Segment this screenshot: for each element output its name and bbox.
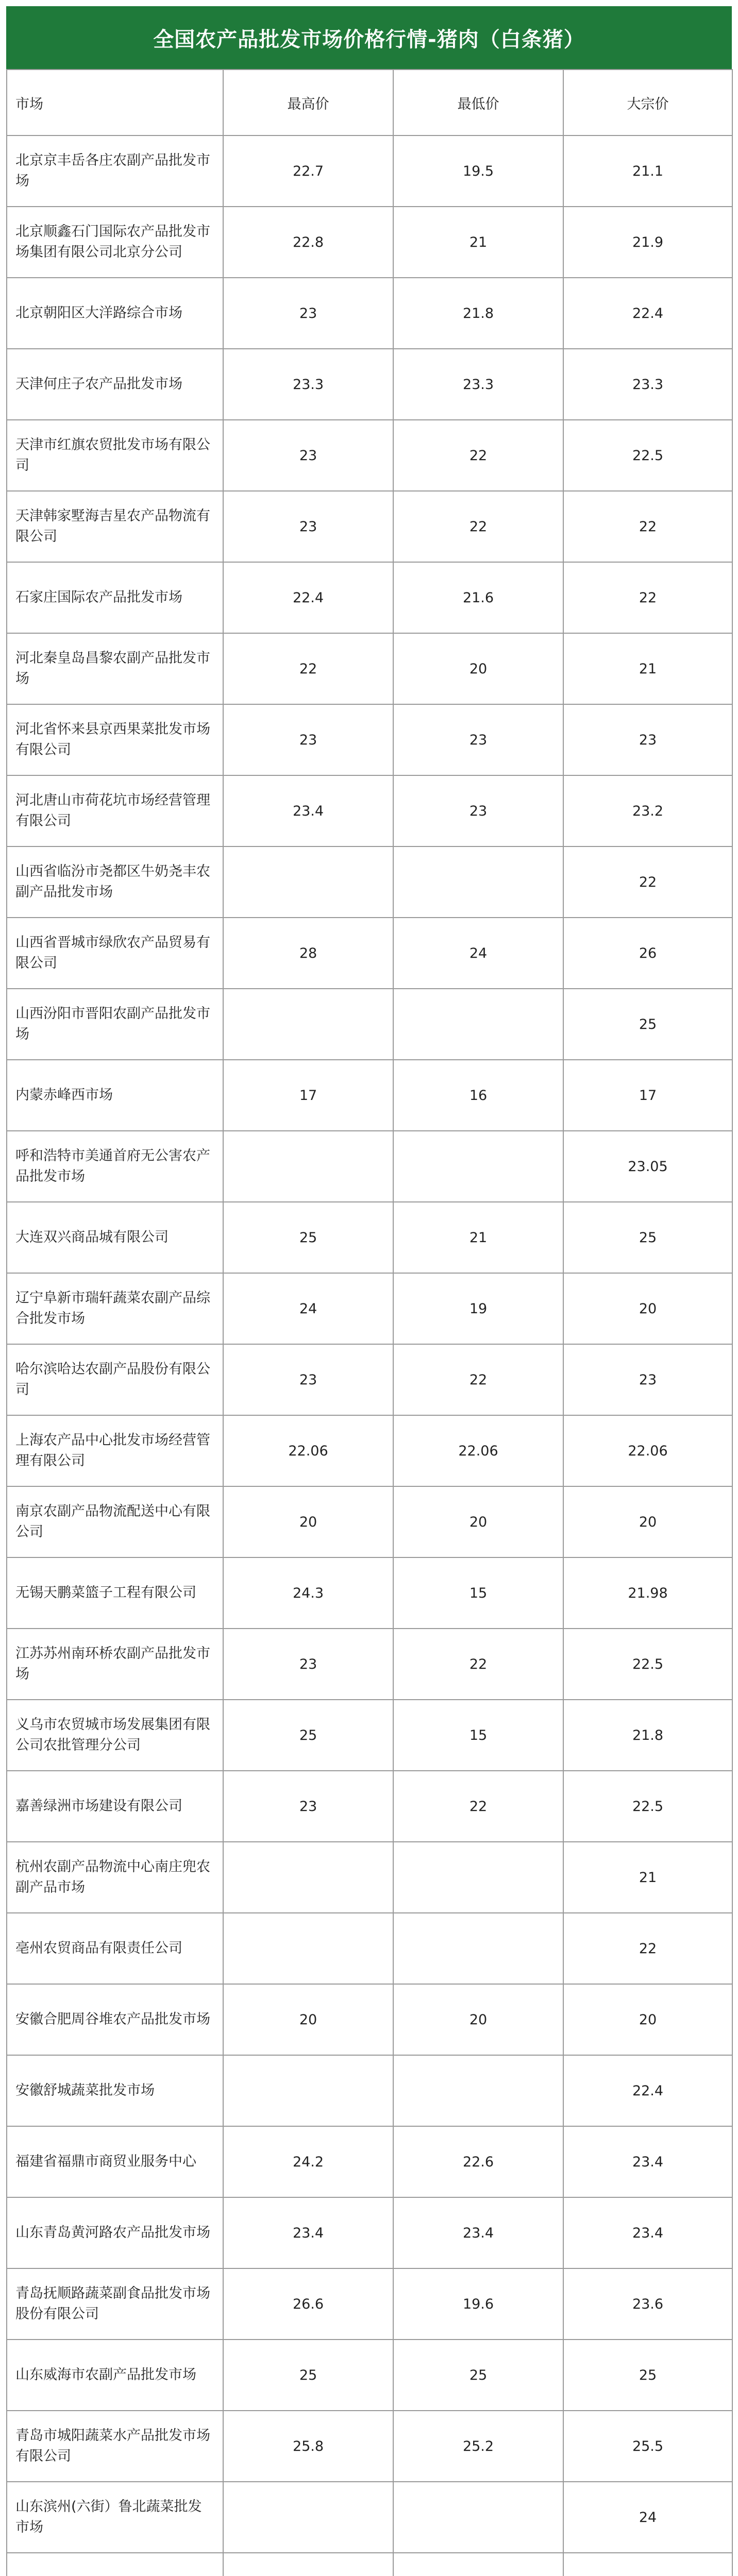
cell-max-price xyxy=(223,2482,393,2553)
cell-market: 哈尔滨哈达农副产品股份有限公司 xyxy=(7,1344,223,1415)
table-row xyxy=(7,207,732,278)
cell-market: 江苏苏州南环桥农副产品批发市场 xyxy=(7,1629,223,1700)
cell-min-price: 25.2 xyxy=(393,2411,563,2482)
table-row xyxy=(7,1060,732,1131)
cell-market: 义乌市农贸城市场发展集团有限公司农批管理分公司 xyxy=(7,1700,223,1771)
cell-bulk-price: 21.9 xyxy=(563,207,732,278)
column-header-market: 市场 xyxy=(7,70,223,135)
cell-max-price: 24.3 xyxy=(223,1557,393,1629)
cell-market: 呼和浩特市美通首府无公害农产品批发市场 xyxy=(7,1131,223,1202)
cell-bulk-price: 23.2 xyxy=(563,775,732,846)
cell-bulk-price: 25 xyxy=(563,2340,732,2411)
cell-min-price xyxy=(393,1913,563,1984)
column-header-max: 最高价 xyxy=(223,70,393,135)
cell-bulk-price: 22.4 xyxy=(563,2055,732,2126)
table-row xyxy=(7,1344,732,1415)
table-row xyxy=(7,349,732,420)
cell-market: 内蒙赤峰西市场 xyxy=(7,1060,223,1131)
table-row xyxy=(7,1913,732,1984)
cell-min-price xyxy=(393,846,563,918)
cell-bulk-price: 25 xyxy=(563,1202,732,1273)
cell-max-price xyxy=(223,1842,393,1913)
cell-bulk-price xyxy=(563,2553,732,2576)
cell-max-price: 23 xyxy=(223,704,393,775)
cell-max-price xyxy=(223,2553,393,2576)
cell-market: 青岛抚顺路蔬菜副食品批发市场股份有限公司 xyxy=(7,2268,223,2340)
cell-max-price: 23.4 xyxy=(223,2197,393,2268)
cell-min-price xyxy=(393,2553,563,2576)
cell-bulk-price: 23.05 xyxy=(563,1131,732,1202)
cell-max-price: 25 xyxy=(223,1202,393,1273)
cell-max-price: 23 xyxy=(223,1629,393,1700)
cell-bulk-price: 25.5 xyxy=(563,2411,732,2482)
cell-min-price: 23.4 xyxy=(393,2197,563,2268)
cell-max-price: 20 xyxy=(223,1984,393,2055)
cell-market: 北京顺鑫石门国际农产品批发市场集团有限公司北京分公司 xyxy=(7,207,223,278)
table-row xyxy=(7,1202,732,1273)
cell-max-price xyxy=(223,1131,393,1202)
cell-bulk-price: 22 xyxy=(563,846,732,918)
cell-min-price: 19.5 xyxy=(393,135,563,207)
table-row xyxy=(7,2055,732,2126)
cell-bulk-price: 21.1 xyxy=(563,135,732,207)
cell-market: 天津韩家墅海吉星农产品物流有限公司 xyxy=(7,491,223,562)
cell-bulk-price: 25 xyxy=(563,989,732,1060)
table-row xyxy=(7,1131,732,1202)
cell-min-price: 22 xyxy=(393,420,563,491)
cell-min-price: 23 xyxy=(393,775,563,846)
table-row xyxy=(7,989,732,1060)
cell-min-price: 23.3 xyxy=(393,349,563,420)
cell-bulk-price: 21.8 xyxy=(563,1700,732,1771)
cell-market: 天津市红旗农贸批发市场有限公司 xyxy=(7,420,223,491)
table-row xyxy=(7,1771,732,1842)
cell-bulk-price: 26 xyxy=(563,918,732,989)
cell-market: 北京朝阳区大洋路综合市场 xyxy=(7,278,223,349)
cell-bulk-price: 24 xyxy=(563,2482,732,2553)
cell-min-price: 20 xyxy=(393,1486,563,1557)
cell-max-price: 24.2 xyxy=(223,2126,393,2197)
cell-market: 山东青岛黄河路农产品批发市场 xyxy=(7,2197,223,2268)
cell-max-price xyxy=(223,2055,393,2126)
cell-min-price: 20 xyxy=(393,633,563,704)
cell-market: 无锡天鹏菜篮子工程有限公司 xyxy=(7,1557,223,1629)
cell-bulk-price: 22 xyxy=(563,1913,732,1984)
cell-max-price: 22.4 xyxy=(223,562,393,633)
cell-max-price xyxy=(223,846,393,918)
cell-min-price: 15 xyxy=(393,1700,563,1771)
cell-max-price: 26.6 xyxy=(223,2268,393,2340)
cell-min-price: 15 xyxy=(393,1557,563,1629)
table-row xyxy=(7,633,732,704)
cell-market: 南京农副产品物流配送中心有限公司 xyxy=(7,1486,223,1557)
cell-bulk-price: 22.5 xyxy=(563,1771,732,1842)
table-row xyxy=(7,1629,732,1700)
cell-min-price: 19.6 xyxy=(393,2268,563,2340)
cell-min-price: 21.8 xyxy=(393,278,563,349)
cell-market: 山东威海市农副产品批发市场 xyxy=(7,2340,223,2411)
cell-min-price xyxy=(393,2055,563,2126)
cell-min-price: 21 xyxy=(393,1202,563,1273)
cell-bulk-price: 23.3 xyxy=(563,349,732,420)
cell-market: 河北省怀来县京西果菜批发市场有限公司 xyxy=(7,704,223,775)
table-header-row xyxy=(7,70,732,135)
cell-min-price: 22 xyxy=(393,1629,563,1700)
price-sheet xyxy=(6,6,732,2576)
price-table xyxy=(6,69,733,2576)
cell-market: 辽宁阜新市瑞轩蔬菜农副产品综合批发市场 xyxy=(7,1273,223,1344)
cell-bulk-price: 22.5 xyxy=(563,420,732,491)
cell-min-price: 22.06 xyxy=(393,1415,563,1486)
table-row xyxy=(7,2340,732,2411)
table-row xyxy=(7,918,732,989)
cell-min-price: 16 xyxy=(393,1060,563,1131)
table-row xyxy=(7,846,732,918)
table-row xyxy=(7,278,732,349)
cell-market: 山西省临汾市尧都区牛奶尧丰农副产品批发市场 xyxy=(7,846,223,918)
cell-bulk-price: 22 xyxy=(563,562,732,633)
cell-bulk-price: 22.4 xyxy=(563,278,732,349)
cell-min-price: 24 xyxy=(393,918,563,989)
cell-max-price: 22.8 xyxy=(223,207,393,278)
cell-bulk-price: 17 xyxy=(563,1060,732,1131)
cell-market: 山东滨州(六街）鲁北蔬菜批发市场 xyxy=(7,2482,223,2553)
cell-max-price: 23 xyxy=(223,1344,393,1415)
cell-max-price: 24 xyxy=(223,1273,393,1344)
table-row xyxy=(7,1273,732,1344)
cell-max-price xyxy=(223,989,393,1060)
cell-min-price: 23 xyxy=(393,704,563,775)
table-row xyxy=(7,2411,732,2482)
table-row xyxy=(7,1842,732,1913)
cell-market: 河北唐山市荷花坑市场经营管理有限公司 xyxy=(7,775,223,846)
cell-bulk-price: 22.06 xyxy=(563,1415,732,1486)
cell-min-price: 21 xyxy=(393,207,563,278)
cell-min-price: 19 xyxy=(393,1273,563,1344)
cell-max-price: 23 xyxy=(223,420,393,491)
cell-market: 青岛市城阳蔬菜水产品批发市场有限公司 xyxy=(7,2411,223,2482)
cell-market: 福建省福鼎市商贸业服务中心 xyxy=(7,2126,223,2197)
cell-bulk-price: 20 xyxy=(563,1273,732,1344)
cell-min-price xyxy=(393,989,563,1060)
cell-max-price: 23 xyxy=(223,278,393,349)
cell-min-price: 25 xyxy=(393,2340,563,2411)
cell-bulk-price: 22.5 xyxy=(563,1629,732,1700)
cell-max-price: 25.8 xyxy=(223,2411,393,2482)
cell-market: 石家庄国际农产品批发市场 xyxy=(7,562,223,633)
cell-min-price: 22 xyxy=(393,1771,563,1842)
cell-bulk-price: 23.4 xyxy=(563,2197,732,2268)
table-row xyxy=(7,135,732,207)
table-row xyxy=(7,1700,732,1771)
cell-max-price: 25 xyxy=(223,1700,393,1771)
cell-min-price: 22 xyxy=(393,1344,563,1415)
cell-bulk-price: 23 xyxy=(563,704,732,775)
table-row xyxy=(7,775,732,846)
cell-market: 山西省晋城市绿欣农产品贸易有限公司 xyxy=(7,918,223,989)
table-row xyxy=(7,2126,732,2197)
cell-bulk-price: 23 xyxy=(563,1344,732,1415)
cell-market: 杭州农副产品物流中心南庄兜农副产品市场 xyxy=(7,1842,223,1913)
cell-min-price xyxy=(393,2482,563,2553)
cell-min-price: 20 xyxy=(393,1984,563,2055)
cell-min-price xyxy=(393,1131,563,1202)
cell-market: 嘉善绿洲市场建设有限公司 xyxy=(7,1771,223,1842)
cell-market: 安徽舒城蔬菜批发市场 xyxy=(7,2055,223,2126)
cell-market: 安徽合肥周谷堆农产品批发市场 xyxy=(7,1984,223,2055)
table-body xyxy=(7,135,732,2576)
cell-market: 天津何庄子农产品批发市场 xyxy=(7,349,223,420)
cell-max-price xyxy=(223,1913,393,1984)
cell-max-price: 22.7 xyxy=(223,135,393,207)
cell-market: 北京京丰岳各庄农副产品批发市场 xyxy=(7,135,223,207)
cell-min-price: 21.6 xyxy=(393,562,563,633)
table-row xyxy=(7,1984,732,2055)
table-row xyxy=(7,1415,732,1486)
cell-max-price: 23 xyxy=(223,491,393,562)
cell-max-price: 23.3 xyxy=(223,349,393,420)
cell-min-price xyxy=(393,1842,563,1913)
cell-max-price: 20 xyxy=(223,1486,393,1557)
cell-market xyxy=(7,2553,223,2576)
table-row xyxy=(7,2268,732,2340)
page-title: 全国农产品批发市场价格行情-猪肉（白条猪） xyxy=(6,6,732,69)
table-row xyxy=(7,420,732,491)
cell-bulk-price: 21 xyxy=(563,1842,732,1913)
table-row xyxy=(7,2197,732,2268)
cell-market: 大连双兴商品城有限公司 xyxy=(7,1202,223,1273)
cell-max-price: 28 xyxy=(223,918,393,989)
table-row xyxy=(7,562,732,633)
cell-market: 上海农产品中心批发市场经营管理有限公司 xyxy=(7,1415,223,1486)
table-row xyxy=(7,491,732,562)
cell-max-price: 23 xyxy=(223,1771,393,1842)
table-row xyxy=(7,2482,732,2553)
cell-market: 河北秦皇岛昌黎农副产品批发市场 xyxy=(7,633,223,704)
cell-min-price: 22.6 xyxy=(393,2126,563,2197)
column-header-bulk: 大宗价 xyxy=(563,70,732,135)
cell-bulk-price: 20 xyxy=(563,1486,732,1557)
cell-bulk-price: 21.98 xyxy=(563,1557,732,1629)
cell-max-price: 25 xyxy=(223,2340,393,2411)
cell-bulk-price: 21 xyxy=(563,633,732,704)
cell-max-price: 22.06 xyxy=(223,1415,393,1486)
table-row xyxy=(7,2553,732,2576)
cell-market: 亳州农贸商品有限责任公司 xyxy=(7,1913,223,1984)
cell-min-price: 22 xyxy=(393,491,563,562)
table-row xyxy=(7,1486,732,1557)
cell-bulk-price: 23.4 xyxy=(563,2126,732,2197)
column-header-min: 最低价 xyxy=(393,70,563,135)
cell-max-price: 17 xyxy=(223,1060,393,1131)
cell-bulk-price: 20 xyxy=(563,1984,732,2055)
table-row xyxy=(7,1557,732,1629)
table-row xyxy=(7,704,732,775)
cell-bulk-price: 22 xyxy=(563,491,732,562)
cell-max-price: 23.4 xyxy=(223,775,393,846)
cell-market: 山西汾阳市晋阳农副产品批发市场 xyxy=(7,989,223,1060)
cell-bulk-price: 23.6 xyxy=(563,2268,732,2340)
cell-max-price: 22 xyxy=(223,633,393,704)
